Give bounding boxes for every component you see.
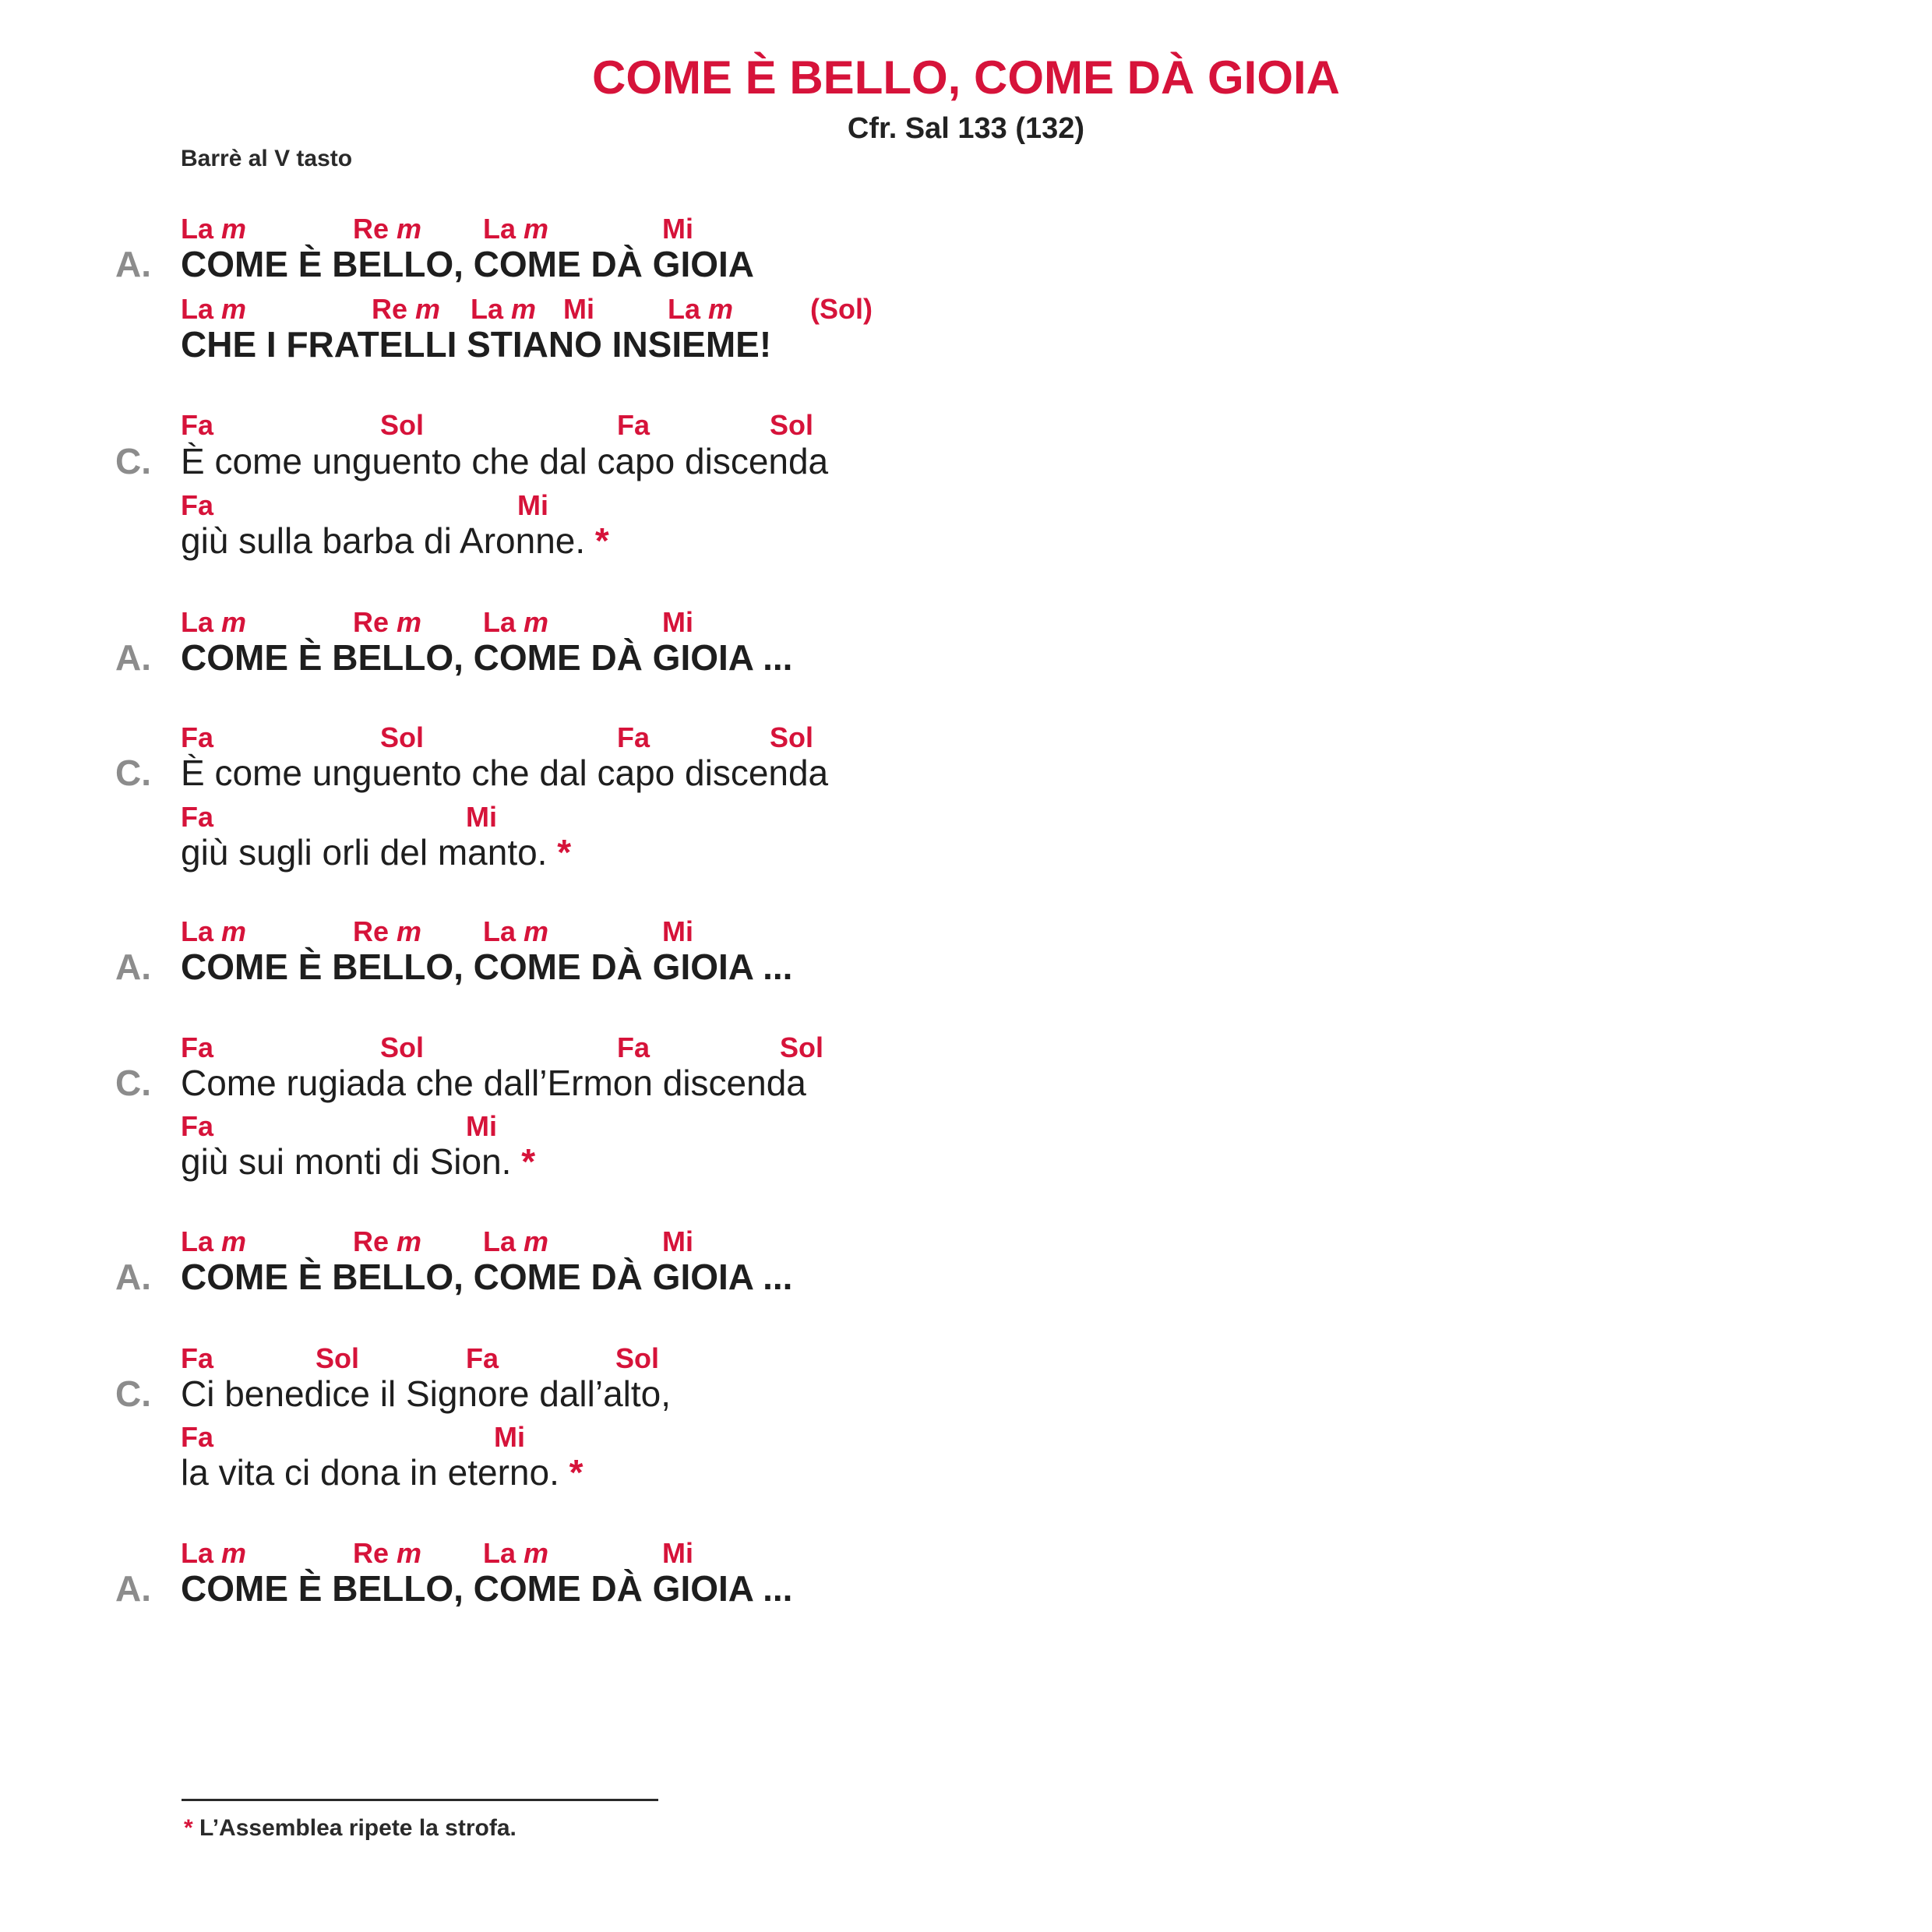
chord-la-minor: La m	[668, 293, 734, 325]
refrain-line: CHE I FRATELLI STIANO INSIEME!	[181, 324, 772, 365]
footnote-asterisk: *	[184, 1815, 193, 1841]
refrain-line: COME È BELLO, COME DÀ GIOIA ...	[181, 1568, 793, 1609]
chord-fa: Fa	[181, 1031, 214, 1063]
chord-fa: Fa	[466, 1342, 499, 1374]
assembly-marker: A.	[115, 244, 151, 284]
repeat-asterisk: *	[569, 1452, 583, 1493]
chord-la-minor: La m	[181, 915, 247, 947]
chord-re-minor: Re m	[353, 1225, 422, 1257]
chord-mi: Mi	[662, 1537, 693, 1569]
chord-sol: Sol	[770, 721, 814, 753]
chord-mi: Mi	[662, 606, 693, 638]
verse-line: giù sui monti di Sion. *	[181, 1141, 536, 1182]
cantor-marker: C.	[115, 441, 151, 481]
chord-sol: Sol	[770, 409, 814, 441]
chord-sol: Sol	[380, 1031, 425, 1063]
chord-fa: Fa	[181, 1342, 214, 1374]
chord-sol-optional: (Sol)	[810, 293, 873, 325]
verse-line: la vita ci dona in eterno. *	[181, 1452, 583, 1493]
chord-mi: Mi	[662, 915, 693, 947]
chord-fa: Fa	[181, 489, 214, 521]
chord-la-minor: La m	[181, 213, 247, 245]
chord-la-minor: La m	[483, 915, 549, 947]
chord-la-minor: La m	[471, 293, 537, 325]
chord-la-minor: La m	[483, 1537, 549, 1569]
chord-fa: Fa	[181, 801, 214, 833]
song-title: COME È BELLO, COME DÀ GIOIA	[591, 51, 1341, 104]
chord-sol: Sol	[780, 1031, 824, 1063]
assembly-marker: A.	[115, 637, 151, 678]
chord-sol: Sol	[380, 721, 425, 753]
chord-mi: Mi	[563, 293, 594, 325]
chord-sol: Sol	[316, 1342, 360, 1374]
chord-la-minor: La m	[181, 293, 247, 325]
chord-mi: Mi	[494, 1421, 525, 1453]
chord-mi: Mi	[662, 1225, 693, 1257]
verse-line: giù sulla barba di Aronne. *	[181, 520, 609, 561]
verse-line: Ci benedice il Signore dall’alto,	[181, 1373, 672, 1414]
footnote-text: L’Assemblea ripete la strofa.	[199, 1815, 516, 1841]
cantor-marker: C.	[115, 1373, 151, 1414]
repeat-asterisk: *	[521, 1141, 536, 1182]
verse-line: È come unguento che dal capo discenda	[181, 753, 829, 793]
chord-mi: Mi	[517, 489, 548, 521]
chord-fa: Fa	[181, 1110, 214, 1142]
refrain-line: COME È BELLO, COME DÀ GIOIA	[181, 244, 755, 284]
chord-la-minor: La m	[483, 213, 549, 245]
chord-sol: Sol	[380, 409, 425, 441]
chord-re-minor: Re m	[353, 915, 422, 947]
capo-note: Barrè al V tasto	[181, 146, 353, 171]
chord-re-minor: Re m	[353, 606, 422, 638]
chord-la-minor: La m	[181, 1537, 247, 1569]
chord-re-minor: Re m	[372, 293, 441, 325]
refrain-line: COME È BELLO, COME DÀ GIOIA ...	[181, 947, 793, 987]
chord-fa: Fa	[181, 721, 214, 753]
verse-line: giù sugli orli del manto. *	[181, 832, 572, 873]
footnote	[184, 1814, 516, 1843]
footnote-divider	[182, 1799, 658, 1801]
repeat-asterisk: *	[557, 832, 572, 873]
psalm-reference: Cfr. Sal 133 (132)	[847, 112, 1085, 145]
chord-la-minor: La m	[483, 606, 549, 638]
chord-fa: Fa	[617, 409, 650, 441]
chord-la-minor: La m	[483, 1225, 549, 1257]
refrain-line: COME È BELLO, COME DÀ GIOIA ...	[181, 1257, 793, 1297]
chord-fa: Fa	[181, 1421, 214, 1453]
repeat-asterisk: *	[594, 520, 609, 561]
chord-re-minor: Re m	[353, 1537, 422, 1569]
refrain-line: COME È BELLO, COME DÀ GIOIA ...	[181, 637, 793, 678]
verse-line: Come rugiada che dall’Ermon discenda	[181, 1063, 806, 1103]
cantor-marker: C.	[115, 1063, 151, 1103]
chord-la-minor: La m	[181, 606, 247, 638]
assembly-marker: A.	[115, 1568, 151, 1609]
chord-sol: Sol	[615, 1342, 660, 1374]
chord-fa: Fa	[617, 721, 650, 753]
chord-mi: Mi	[466, 1110, 497, 1142]
verse-line: È come unguento che dal capo discenda	[181, 441, 829, 481]
chord-fa: Fa	[617, 1031, 650, 1063]
chord-mi: Mi	[662, 213, 693, 245]
chord-fa: Fa	[181, 409, 214, 441]
chord-mi: Mi	[466, 801, 497, 833]
assembly-marker: A.	[115, 1257, 151, 1297]
chord-la-minor: La m	[181, 1225, 247, 1257]
cantor-marker: C.	[115, 753, 151, 793]
chord-re-minor: Re m	[353, 213, 422, 245]
assembly-marker: A.	[115, 947, 151, 987]
